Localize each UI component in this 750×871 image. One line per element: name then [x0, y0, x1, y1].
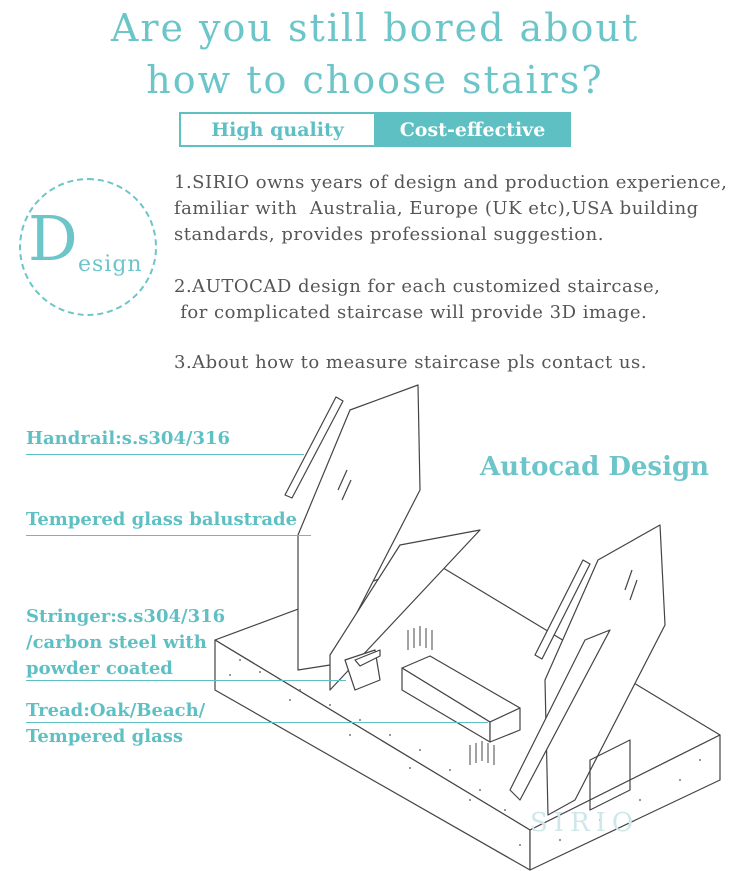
label-stringer: Stringer:s.s304/316 /carbon steel with powder coated — [26, 606, 226, 679]
handrail-leader-line — [26, 454, 304, 455]
glass-leader-line — [26, 535, 311, 536]
paragraph-autocad: 2.AUTOCAD design for each customized staircase, for complicated staircase will provide 3D image. — [174, 276, 661, 323]
label-tread: Tread:Oak/Beach/ Tempered glass — [26, 700, 206, 747]
design-badge-word: esign — [78, 252, 143, 277]
page-title-line-1: Are you still bored about — [110, 6, 640, 50]
page-title-line-2: how to choose stairs? — [146, 58, 604, 102]
label-handrail: Handrail:s.s304/316 — [26, 428, 231, 449]
design-badge-initial: D — [28, 202, 78, 275]
tab-high-quality[interactable]: High quality — [179, 112, 374, 147]
tab-cost-effective[interactable]: Cost-effective — [374, 112, 571, 147]
label-tempered-glass: Tempered glass balustrade — [26, 509, 298, 530]
feature-tabs — [179, 112, 571, 147]
paragraph-experience: 1.SIRIO owns years of design and production experience, familiar with Australia, Europe (UK etc),USA building standards, provides professional suggestion. — [174, 172, 728, 245]
sirio-watermark: SIRIO — [530, 808, 640, 838]
paragraph-contact: 3.About how to measure staircase pls contact us. — [174, 352, 647, 373]
autocad-design-heading: Autocad Design — [480, 452, 710, 482]
